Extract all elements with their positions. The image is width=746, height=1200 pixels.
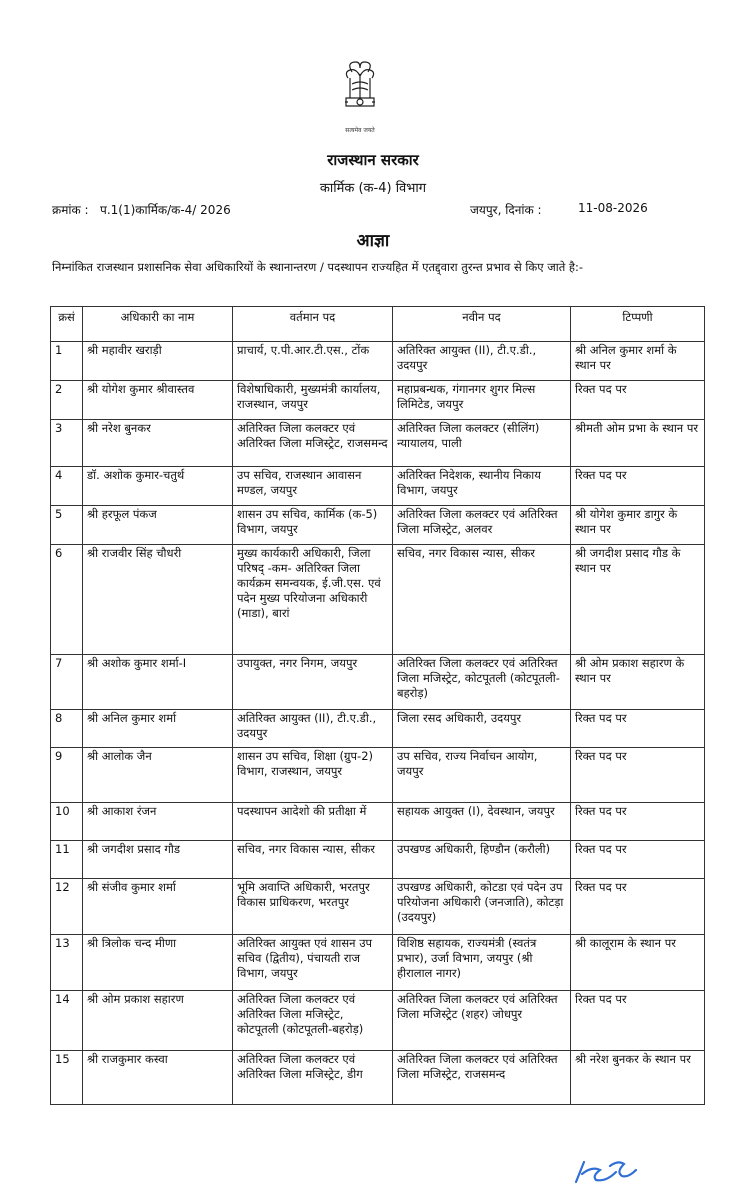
cell-officer-name: श्री महावीर खराड़ी — [83, 342, 233, 381]
cell-officer-name: श्री योगेश कुमार श्रीवास्तव — [83, 381, 233, 420]
cell-remark: श्री योगेश कुमार डागुर के स्थान पर — [571, 506, 705, 545]
cell-officer-name: श्री आलोक जैन — [83, 748, 233, 803]
cell-current-post: विशेषाधिकारी, मुख्यमंत्री कार्यालय, राजस्थान, जयपुर — [233, 381, 393, 420]
cell-sn: 10 — [51, 803, 83, 841]
cell-sn: 8 — [51, 710, 83, 748]
cell-officer-name: श्री अनिल कुमार शर्मा — [83, 710, 233, 748]
cell-new-post: अतिरिक्त आयुक्त (II), टी.ए.डी., उदयपुर — [393, 342, 571, 381]
cell-remark: श्री अनिल कुमार शर्मा के स्थान पर — [571, 342, 705, 381]
cell-sn: 5 — [51, 506, 83, 545]
cell-remark: रिक्त पद पर — [571, 879, 705, 935]
table-row — [51, 420, 705, 467]
cell-current-post: शासन उप सचिव, शिक्षा (ग्रुप-2) विभाग, राजस्थान, जयपुर — [233, 748, 393, 803]
ashoka-emblem-icon — [330, 58, 390, 124]
cell-remark: रिक्त पद पर — [571, 991, 705, 1051]
cell-sn: 3 — [51, 420, 83, 467]
cell-new-post: अतिरिक्त जिला कलक्टर एवं अतिरिक्त जिला मजिस्ट्रेट, कोटपूतली (कोटपूतली-बहरोड़) — [393, 655, 571, 710]
table-row — [51, 342, 705, 381]
table-row — [51, 1051, 705, 1105]
cell-new-post: जिला रसद अधिकारी, उदयपुर — [393, 710, 571, 748]
reference-number: प.1(1)कार्मिक/क-4/ 2026 — [100, 203, 231, 217]
cell-officer-name: श्री ओम प्रकाश सहारण — [83, 991, 233, 1051]
cell-remark: श्री जगदीश प्रसाद गौड के स्थान पर — [571, 545, 705, 655]
emblem-motto: सत्यमेव जयते — [345, 127, 375, 134]
cell-officer-name: श्री नरेश बुनकर — [83, 420, 233, 467]
table-row — [51, 841, 705, 879]
cell-remark: श्री कालूराम के स्थान पर — [571, 935, 705, 991]
cell-new-post: अतिरिक्त जिला कलक्टर एवं अतिरिक्त जिला मजिस्ट्रेट, राजसमन्द — [393, 1051, 571, 1105]
department-name: कार्मिक (क-4) विभाग — [319, 181, 427, 196]
table-row — [51, 991, 705, 1051]
column-header-current-post: वर्तमान पद — [233, 307, 393, 342]
cell-officer-name: श्री जगदीश प्रसाद गौड — [83, 841, 233, 879]
cell-sn: 9 — [51, 748, 83, 803]
cell-current-post: अतिरिक्त जिला कलक्टर एवं अतिरिक्त जिला मजिस्ट्रेट, कोटपूतली (कोटपूतली-बहरोड़) — [233, 991, 393, 1051]
table-row — [51, 655, 705, 710]
cell-officer-name: श्री आकाश रंजन — [83, 803, 233, 841]
table-row — [51, 935, 705, 991]
table-row — [51, 506, 705, 545]
cell-new-post: सचिव, नगर विकास न्यास, सीकर — [393, 545, 571, 655]
place-date-label: जयपुर, दिनांक : — [470, 203, 542, 217]
table-row — [51, 467, 705, 506]
cell-sn: 6 — [51, 545, 83, 655]
cell-new-post: उप सचिव, राज्य निर्वाचन आयोग, जयपुर — [393, 748, 571, 803]
cell-current-post: अतिरिक्त आयुक्त एवं शासन उप सचिव (द्वितीय), पंचायती राज विभाग, जयपुर — [233, 935, 393, 991]
cell-new-post: अतिरिक्त जिला कलक्टर एवं अतिरिक्त जिला मजिस्ट्रेट, अलवर — [393, 506, 571, 545]
cell-current-post: मुख्य कार्यकारी अधिकारी, जिला परिषद् -कम- अतिरिक्त जिला कार्यक्रम समन्वयक, ई.जी.एस. एवं पदेन मुख्य परियोजना अधिकारी (माडा), बारां — [233, 545, 393, 655]
cell-new-post: विशिष्ठ सहायक, राज्यमंत्री (स्वतंत्र प्रभार), उर्जा विभाग, जयपुर (श्री हीरालाल नागर) — [393, 935, 571, 991]
cell-sn: 7 — [51, 655, 83, 710]
cell-current-post: शासन उप सचिव, कार्मिक (क-5) विभाग, जयपुर — [233, 506, 393, 545]
cell-current-post: प्राचार्य, ए.पी.आर.टी.एस., टोंक — [233, 342, 393, 381]
cell-remark: रिक्त पद पर — [571, 803, 705, 841]
cell-remark: श्री ओम प्रकाश सहारण के स्थान पर — [571, 655, 705, 710]
cell-sn: 15 — [51, 1051, 83, 1105]
national-emblem — [330, 58, 390, 138]
cell-sn: 4 — [51, 467, 83, 506]
cell-current-post: उप सचिव, राजस्थान आवासन मण्डल, जयपुर — [233, 467, 393, 506]
cell-new-post: महाप्रबन्धक, गंगानगर शुगर मिल्स लिमिटेड, जयपुर — [393, 381, 571, 420]
cell-officer-name: श्री राजकुमार कस्वा — [83, 1051, 233, 1105]
cell-officer-name: श्री अशोक कुमार शर्मा-I — [83, 655, 233, 710]
table-row — [51, 803, 705, 841]
cell-current-post: भूमि अवाप्ति अधिकारी, भरतपुर विकास प्राधिकरण, भरतपुर — [233, 879, 393, 935]
cell-new-post: सहायक आयुक्त (I), देवस्थान, जयपुर — [393, 803, 571, 841]
cell-officer-name: डॉ. अशोक कुमार-चतुर्थ — [83, 467, 233, 506]
cell-current-post: सचिव, नगर विकास न्यास, सीकर — [233, 841, 393, 879]
cell-current-post: अतिरिक्त जिला कलक्टर एवं अतिरिक्त जिला मजिस्ट्रेट, डीग — [233, 1051, 393, 1105]
cell-sn: 11 — [51, 841, 83, 879]
cell-sn: 1 — [51, 342, 83, 381]
table-row — [51, 879, 705, 935]
table-row — [51, 545, 705, 655]
reference-label: क्रमांक : — [52, 203, 89, 217]
column-header-sn: क्रसं — [51, 307, 83, 342]
cell-remark: रिक्त पद पर — [571, 710, 705, 748]
cell-new-post: अतिरिक्त जिला कलक्टर एवं अतिरिक्त जिला मजिस्ट्रेट (शहर) जोधपुर — [393, 991, 571, 1051]
cell-officer-name: श्री त्रिलोक चन्द मीणा — [83, 935, 233, 991]
cell-remark: रिक्त पद पर — [571, 748, 705, 803]
cell-sn: 14 — [51, 991, 83, 1051]
cell-current-post: अतिरिक्त जिला कलक्टर एवं अतिरिक्त जिला मजिस्ट्रेट, राजसमन्द — [233, 420, 393, 467]
signature-mark — [570, 1148, 640, 1188]
transfer-table — [50, 306, 705, 1105]
cell-remark: रिक्त पद पर — [571, 467, 705, 506]
cell-officer-name: श्री हरफूल पंकज — [83, 506, 233, 545]
cell-new-post: अतिरिक्त जिला कलक्टर (सीलिंग) न्यायालय, पाली — [393, 420, 571, 467]
order-date: 11-08-2026 — [578, 201, 648, 215]
cell-remark: श्रीमती ओम प्रभा के स्थान पर — [571, 420, 705, 467]
cell-new-post: उपखण्ड अधिकारी, कोटडा एवं पदेन उप परियोजना अधिकारी (जनजाति), कोटड़ा (उदयपुर) — [393, 879, 571, 935]
cell-sn: 2 — [51, 381, 83, 420]
cell-officer-name: श्री संजीव कुमार शर्मा — [83, 879, 233, 935]
order-intro: निम्नांकित राजस्थान प्रशासनिक सेवा अधिकारियों के स्थानान्तरण / पदस्थापन राज्यहित में एतद्द्वारा तुरन्त प्रभाव से किए जाते है:- — [52, 260, 584, 274]
cell-current-post: पदस्थापन आदेशो की प्रतीक्षा में — [233, 803, 393, 841]
cell-new-post: उपखण्ड अधिकारी, हिण्डौन (करौली) — [393, 841, 571, 879]
column-header-new-post: नवीन पद — [393, 307, 571, 342]
column-header-name: अधिकारी का नाम — [83, 307, 233, 342]
table-header-row — [51, 307, 705, 342]
cell-sn: 13 — [51, 935, 83, 991]
cell-remark: रिक्त पद पर — [571, 381, 705, 420]
table-row — [51, 748, 705, 803]
column-header-remark: टिप्पणी — [571, 307, 705, 342]
cell-remark: श्री नरेश बुनकर के स्थान पर — [571, 1051, 705, 1105]
order-title: आज्ञा — [356, 231, 390, 251]
cell-officer-name: श्री राजवीर सिंह चौधरी — [83, 545, 233, 655]
table-row — [51, 710, 705, 748]
cell-current-post: अतिरिक्त आयुक्त (II), टी.ए.डी., उदयपुर — [233, 710, 393, 748]
table-row — [51, 381, 705, 420]
cell-remark: रिक्त पद पर — [571, 841, 705, 879]
cell-new-post: अतिरिक्त निदेशक, स्थानीय निकाय विभाग, जयपुर — [393, 467, 571, 506]
government-title: राजस्थान सरकार — [327, 151, 419, 169]
cell-sn: 12 — [51, 879, 83, 935]
cell-current-post: उपायुक्त, नगर निगम, जयपुर — [233, 655, 393, 710]
